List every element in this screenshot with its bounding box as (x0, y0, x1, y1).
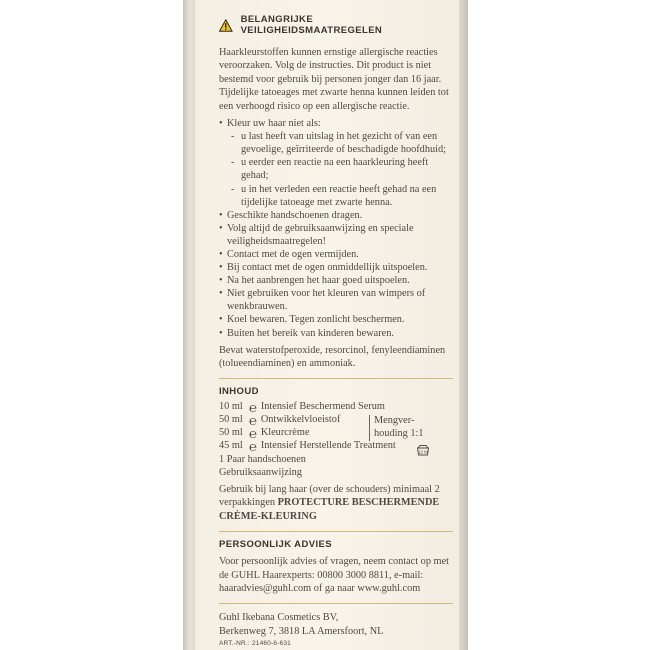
box-right-edge (459, 0, 468, 650)
company-address: Berkenweg 7, 3818 LA Amersfoort, NL (219, 625, 384, 637)
mix-ratio: Mengver- houding 1:1 (369, 415, 423, 441)
safety-header (219, 14, 451, 36)
list-item: • Contact met de ogen vermijden. (219, 248, 451, 261)
item-name: Intensief Beschermend Serum (260, 401, 385, 413)
list-item: - u eerder een reactie na een haarkleuring heeft gehad; (227, 156, 451, 182)
estimated-sign-icon: ℮ (249, 426, 257, 442)
list-item: • Volg altijd de gebruiksaanwijzing en speciale veiligheidsmaatregelen! (219, 222, 451, 248)
item-name: Kleurcrème (260, 427, 310, 439)
list-item: • Bij contact met de ogen onmiddellijk uitspoelen. (219, 261, 451, 274)
article-number: ART.-NR.: 21460-6-631 (219, 640, 292, 648)
list-item: • Koel bewaren. Tegen zonlicht beschermen. (219, 313, 451, 326)
list-item: • Niet gebruiken voor het kleuren van wimpers of wenkbrauwen. (219, 287, 451, 313)
list-item: • Buiten het bereik van kinderen bewaren. (219, 327, 451, 340)
advies-title: PERSOONLIJK ADVIES (219, 539, 332, 551)
inhoud-title: INHOUD (219, 386, 259, 398)
warning-icon (219, 19, 233, 32)
long-hair-product: PROTECTURE BESCHERMENDE CRÈME-KLEURING (219, 497, 440, 522)
item-name: Intensief Herstellende Treatment (260, 440, 396, 452)
box-left-edge (183, 0, 195, 650)
long-hair-note (219, 483, 451, 523)
list-item: • Geschikte handschoenen dragen. (219, 209, 451, 222)
contents-list (219, 401, 451, 523)
item-quantity: 45 ml (219, 440, 243, 452)
advies-text: Voor persoonlijk advies of vragen, neem contact op met de GUHL Haarexperts: 00800 3000 8811, e-mail: haaradvies@guhl.com of ga naar www.guhl.com (219, 556, 449, 594)
safety-list (219, 117, 451, 340)
estimated-sign-icon: ℮ (249, 439, 257, 455)
panel-content (219, 14, 451, 647)
list-item: - u in het verleden een reactie heeft gehad na een tijdelijke tatoeage met zwarte henna. (227, 183, 451, 209)
company-name: Guhl Ikebana Cosmetics BV, (219, 612, 339, 624)
item-name: Ontwikkelvloeistof (260, 414, 341, 426)
estimated-sign-icon: ℮ (249, 413, 257, 429)
safety-title: BELANGRIJKE VEILIGHEIDSMAATREGELEN (240, 14, 383, 36)
item-quantity: 50 ml (219, 414, 243, 426)
ingredients-warning: Bevat waterstofperoxide, resorcinol, fenyleendiaminen (tolueendiaminen) en ammoniak. (219, 344, 446, 370)
safety-sub-list (227, 130, 451, 209)
extra-item: Gebruiksaanwijzing (219, 467, 302, 479)
safety-intro: Haarkleurstoffen kunnen ernstige allergische reacties veroorzaken. Volg de instructies. Dit product is niet bestemd voor gebruik bij personen jonger dan 16 jaar. Tijdelijke tatoeages met zwarte henna kunnen leiden tot een verhoogd risico op een allergische reactie. (219, 47, 449, 112)
period-after-opening-icon (416, 444, 430, 456)
advies-header (219, 539, 451, 550)
long-hair-text: Gebruik bij lang haar (over de schouders) minimaal 2 verpakkingen (219, 483, 440, 509)
list-item: - u last heeft van uitslag in het gezicht of van een gevoelige, geïrriteerde of beschadigde hoofdhuid; (227, 130, 451, 156)
section-divider (219, 603, 453, 604)
section-divider (219, 378, 453, 379)
item-quantity: 50 ml (219, 427, 243, 439)
item-quantity: 10 ml (219, 401, 243, 413)
estimated-sign-icon: ℮ (249, 400, 257, 416)
bullet-intro: Kleur uw haar niet als: (227, 118, 321, 130)
section-divider (219, 531, 453, 532)
inhoud-header (219, 386, 451, 397)
list-item (219, 117, 451, 209)
list-item: • Na het aanbrengen het haar goed uitspoelen. (219, 274, 451, 287)
period-label: 12 M (417, 450, 429, 456)
extra-item: 1 Paar handschoenen (219, 454, 306, 466)
